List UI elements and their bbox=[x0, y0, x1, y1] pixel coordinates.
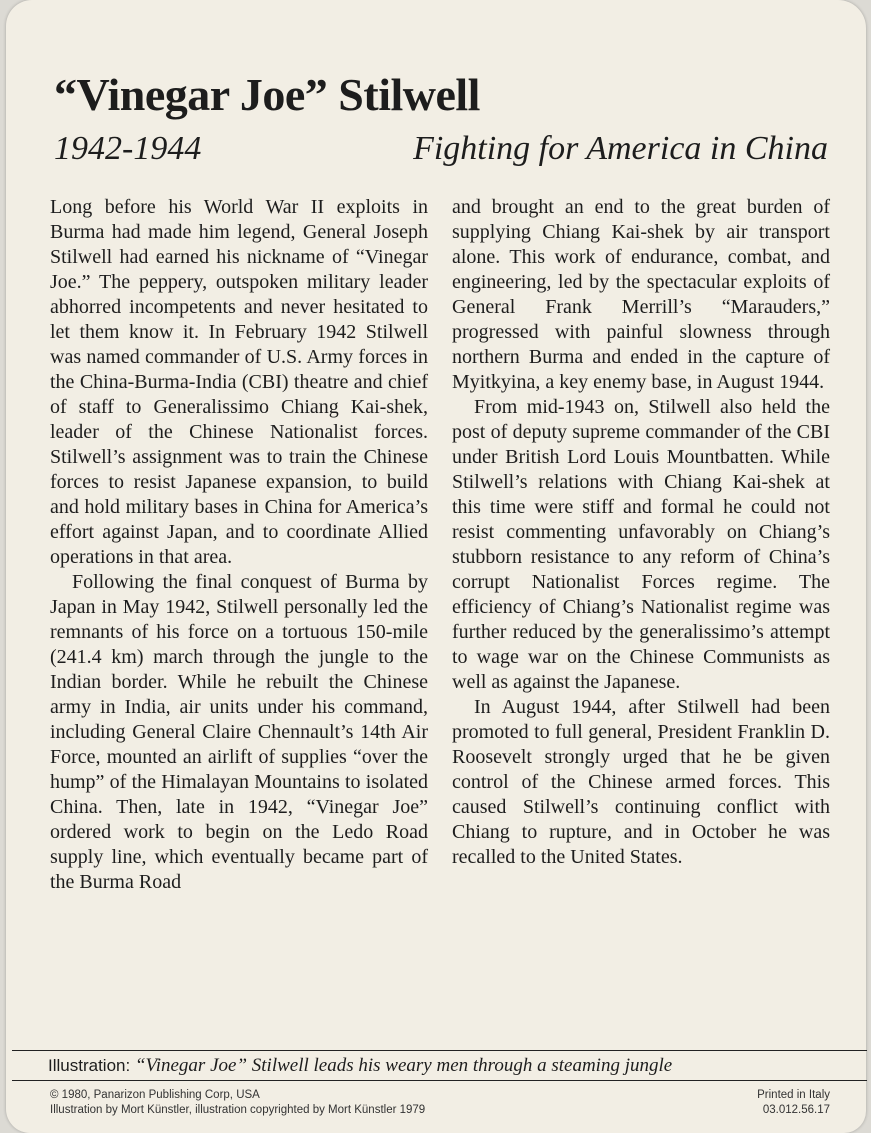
paragraph: From mid-1943 on, Stilwell also held the post of deputy supreme commander of the CBI under British Lord Louis Mountbatten. While Stilwell’s relations with Chiang Kai-shek at this time were stiff and formal he could not resist commenting unfavorably on Chiang’s stubborn resistance to any reform of China’s corrupt Nationalist Forces regime. The efficiency of Chiang’s Nationalist regime was further reduced by the generalissimo’s attempt to wage war on the Chinese Communists as well as against the Japanese. bbox=[452, 396, 830, 693]
paragraph: Following the final conquest of Burma by Japan in May 1942, Stilwell personally led the remnants of his force on a tortuous 150-mile (241.4 km) march through the jungle to the Indian border. While he rebuilt the Chinese army in India, air units under his command, including General Claire Chennault’s 14th Air Force, mounted an airlift of supplies “over the hump” of the Himalayan Mountains to isolated China. Then, late in 1942, “Vinegar Joe” ordered work to begin on the Ledo Road supply line, which eventually became part of the Burma Road bbox=[50, 571, 428, 893]
illustration-credit: Illustration by Mort Künstler, illustration copyrighted by Mort Künstler 1979 bbox=[50, 1104, 426, 1116]
page-title: “Vinegar Joe” Stilwell bbox=[54, 69, 480, 120]
illustration-text: “Vinegar Joe” Stilwell leads his weary men through a steaming jungle bbox=[134, 1055, 673, 1076]
footer-print-info bbox=[757, 1088, 830, 1118]
subtitle: Fighting for America in China bbox=[413, 130, 828, 167]
footer-credits bbox=[50, 1088, 425, 1118]
left-column bbox=[50, 195, 428, 895]
illustration-label: Illustration: bbox=[48, 1056, 131, 1075]
divider bbox=[12, 1080, 867, 1081]
illustration-caption bbox=[48, 1054, 848, 1078]
divider bbox=[12, 1050, 867, 1051]
printed-in: Printed in Italy bbox=[757, 1089, 830, 1101]
copyright: © 1980, Panarizon Publishing Corp, USA bbox=[50, 1089, 260, 1101]
years: 1942-1944 bbox=[54, 130, 202, 167]
paragraph: In August 1944, after Stilwell had been promoted to full general, President Franklin D. Roosevelt strongly urged that he be given control of the Chinese armed forces. This caused Stilwell’s continuing conflict with Chiang to rupture, and in October he was recalled to the United States. bbox=[452, 696, 830, 868]
right-column bbox=[452, 195, 830, 870]
card bbox=[6, 0, 866, 1133]
card-code: 03.012.56.17 bbox=[762, 1104, 830, 1116]
paragraph: Long before his World War II exploits in Burma had made him legend, General Joseph Stilwell had earned his nickname of “Vinegar Joe.” The peppery, outspoken military leader abhorred incompetents and never hesitated to let them know it. In February 1942 Stilwell was named commander of U.S. Army forces in the China-Burma-India (CBI) theatre and chief of staff to Generalissimo Chiang Kai-shek, leader of the Chinese Nationalist forces. Stilwell’s assignment was to train the Chinese forces to resist Japanese expansion, to build and hold military bases in China for America’s effort against Japan, and to coordinate Allied operations in that area. bbox=[50, 196, 428, 568]
paragraph: and brought an end to the great burden of supplying Chiang Kai-shek by air transport alone. This work of endurance, combat, and engineering, led by the spectacular exploits of General Frank Merrill’s “Marauders,” progressed with painful slowness through northern Burma and ended in the capture of Myitkyina, a key enemy base, in August 1944. bbox=[452, 196, 830, 393]
